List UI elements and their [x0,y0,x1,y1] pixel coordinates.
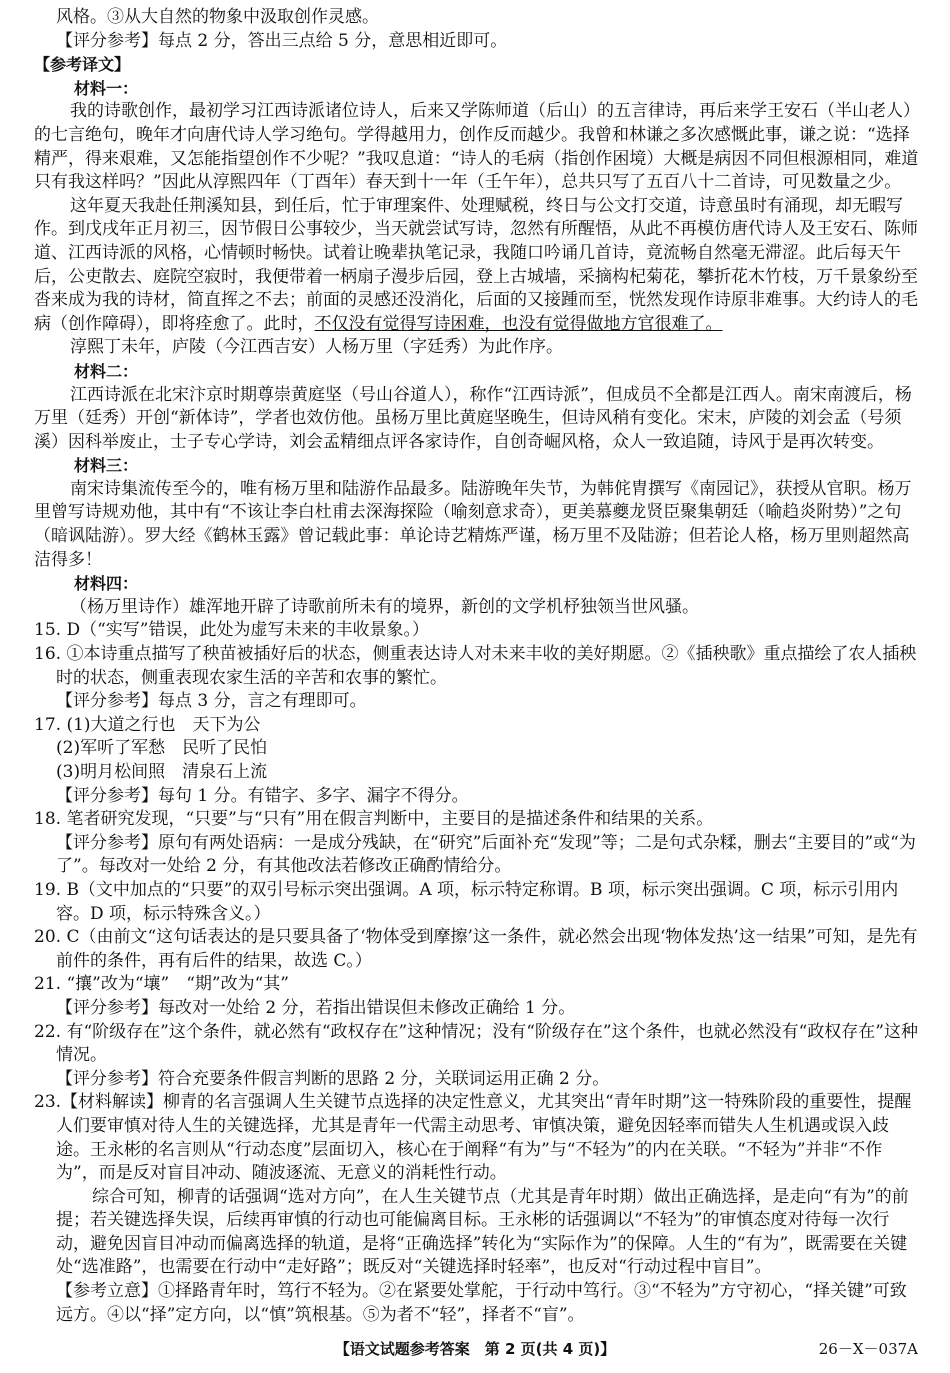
paragraph [34,195,920,337]
paper-code: 26－X－037A [818,1340,918,1358]
answer-line: 风格。③从大自然的物象中汲取创作灵感。 [56,7,379,27]
scoring-note: 【评分参考】每句 1 分。有错字、多字、漏字不得分。 [56,785,469,806]
paragraph: 淳熙丁未年，庐陵（今江西吉安）人杨万里（字廷秀）为此作序。 [70,337,563,358]
section-heading: 【参考译文】 [34,55,131,75]
paragraph: 江西诗派在北宋汴京时期尊崇黄庭坚（号山谷道人），称作“江西诗派”，但成员不全都是江西人。南宋南渡后，杨万里（廷秀）开创“新体诗”，学者也效仿他。虽杨万里比黄庭坚晚生，但诗风稍有变化。宋末，庐陵的刘会孟（号须溪）因科举废止，士子专心学诗，刘会孟精细点评各家诗作，自创奇崛风格，众人一致追随，诗风于是再次转变。 [34,384,912,452]
answer-22: 22. 有“阶级存在”这个条件，就必然有“政权存在”这种情况；没有“阶级存在”这个条件，也就必然没有“政权存在”这种情况。 [34,1021,918,1066]
answer-20: 20. C（由前文“这句话表达的是只要具备了‘物体受到摩擦’这一条件，就必然会出现‘物体发热’这一结果”可知，是先有前件的条件，再有后件的结果，故选 C。） [34,927,918,971]
material-heading: 材料一： [74,78,139,98]
answer-17: 17. (1)大道之行也 天下为公 [34,714,261,735]
scoring-note: 【评分参考】符合充要条件假言判断的思路 2 分，关联词运用正确 2 分。 [56,1068,610,1089]
scoring-note: 【评分参考】每点 3 分，言之有理即可。 [56,691,367,712]
material-heading: 材料三： [74,456,139,476]
paragraph: 综合可知，柳青的话强调“选对方向”，在人生关键节点（尤其是青年时期）做出正确选择，是走向“有为”的前提；若关键选择失误，后续再审慎的行动也可能偏离目标。王永彬的话强调以“不轻为”的审慎态度对待每一次行动，避免因盲目冲动而偏离选择的轨道，是将“正确选择”转化为“实际作为”的保障。人生的“有为”，既需要在关键处“选准路”，也需要在行动中“走好路”；既反对“关键选择时轻率”，也反对“行动过程中盲目”。 [56,1186,909,1278]
answer-17-line: (2)军听了军愁 民听了民怕 [56,738,268,759]
footer-title: 【语文试题参考答案 第 2 页(共 4 页)】 [334,1340,616,1358]
answer-16: 16. ①本诗重点描写了秧苗被插好后的状态，侧重表达诗人对未来丰收的美好期愿。②《插秧歌》重点描绘了农人插秧时的状态，侧重表现农家生活的辛苦和农事的繁忙。 [34,644,917,688]
answer-21: 21. “攘”改为“壤” “期”改为“其” [34,974,289,995]
underlined-text: 不仅没有觉得写诗困难，也没有觉得做地方官很难了。 [314,313,723,334]
scoring-note: 【参考立意】①择路青年时，笃行不轻为。②在紧要处掌舵，于行动中笃行。③“不轻为”方守初心，“择关键”可致远方。④以“择”定方向，以“慎”筑根基。⑤为者不“轻”，择者不“盲”。 [56,1281,907,1325]
page-footer [0,1338,950,1364]
answer-19: 19. B（文中加点的“只要”的双引号标示突出强调。A 项，标示特定称谓。B 项，标示突出强调。C 项，标示引用内容。D 项，标示特殊含义。） [34,879,899,924]
paragraph: （杨万里诗作）雄浑地开辟了诗歌前所未有的境界，新创的文学机杼独领当世风骚。 [70,596,699,617]
material-heading: 材料二： [74,361,139,381]
scoring-note: 【评分参考】每点 2 分，答出三点给 5 分，意思相近即可。 [56,30,508,51]
answer-15: 15. D（“实写”错误，此处为虚写未来的丰收景象。） [34,620,429,641]
material-heading: 材料四： [74,574,139,594]
scoring-note: 【评分参考】原句有两处语病：一是成分残缺，在“研究”后面补充“发现”等；二是句式杂糅，删去“主要目的”或“为了”。每改对一处给 2 分，有其他改法若修改正确酌情给分。 [56,832,916,877]
answer-17-line: (3)明月松间照 清泉石上流 [56,762,268,782]
answer-23: 23.【材料解读】柳青的名言强调人生关键节点选择的决定性意义，尤其突出“青年时期”这一特殊阶段的重要性，提醒人们要审慎对待人生的关键选择，尤其是青年一代需主动思考、审慎决策，避免因轻率而错失人生机遇或误入歧途。王永彬的名言则从“行动态度”层面切入，核心在于阐释“有为”与“不轻为”的内在关联。“不轻为”并非“不作为”，而是反对盲目冲动、随波逐流、无意义的消耗性行动。 [34,1092,912,1184]
answer-18: 18. 笔者研究发现，“只要”与“只有”用在假言判断中，主要目的是描述条件和结果的关系。 [34,809,714,830]
paragraph: 南宋诗集流传至今的，唯有杨万里和陆游作品最多。陆游晚年失节，为韩侂胄撰写《南园记》，获授从官职。杨万里曾写诗规劝他，其中有“不该让李白杜甫去深海探险（喻刻意求奇），更美慕夔龙贤臣聚集朝廷（喻趋炎附势）”之句（暗讽陆游）。罗大经《鹤林玉露》曾记载此事：单论诗艺精炼严谨，杨万里不及陆游；但若论人格，杨万里则超然高洁得多！ [34,478,912,570]
scoring-note: 【评分参考】每改对一处给 2 分，若指出错误但未修改正确给 1 分。 [56,997,576,1018]
paragraph: 我的诗歌创作，最初学习江西诗派诸位诗人，后来又学陈师道（后山）的五言律诗，再后来学王安石（半山老人）的七言绝句，晚年才向唐代诗人学习绝句。学得越用力，创作反而越少。我曾和林谦之多次感慨此事，谦之说：“选择精严，得来艰难，又怎能指望创作不少呢？”我叹息道：“诗人的毛病（指创作困境）大概是病因不同但根源相同，难道只有我这样吗？”因此从淳熙四年（丁酉年）春天到十一年（壬午年），总共只写了五百八十二首诗，可见数量之少。 [34,101,920,193]
paragraph-text: 这年夏天我赴任荆溪知县，到任后，忙于审理案件、处理赋税，终日与公文打交道，诗意虽时有涌现，却无暇写作。到戊戌年正月初三，因节假日公事较少，当天就尝试写诗，忽然有所醒悟，从此不再模仿唐代诗人及王安石、陈师道、江西诗派的风格，心情顿时畅快。试着让晚辈执笔记录，我随口吟诵几首诗，竟流畅自然毫无滞涩。此后每天午后，公吏散去、庭院空寂时，我便带着一柄扇子漫步后园，登上古城墙，采摘构杞菊花，攀折花木竹枝，万千景象纷至沓来成为我的诗材，简直挥之不去；前面的灵感还没消化，后面的又接踵而至，恍然发现作诗原非难事。大约诗人的毛病（创作障碍），即将痊愈了。此时， [34,195,918,334]
